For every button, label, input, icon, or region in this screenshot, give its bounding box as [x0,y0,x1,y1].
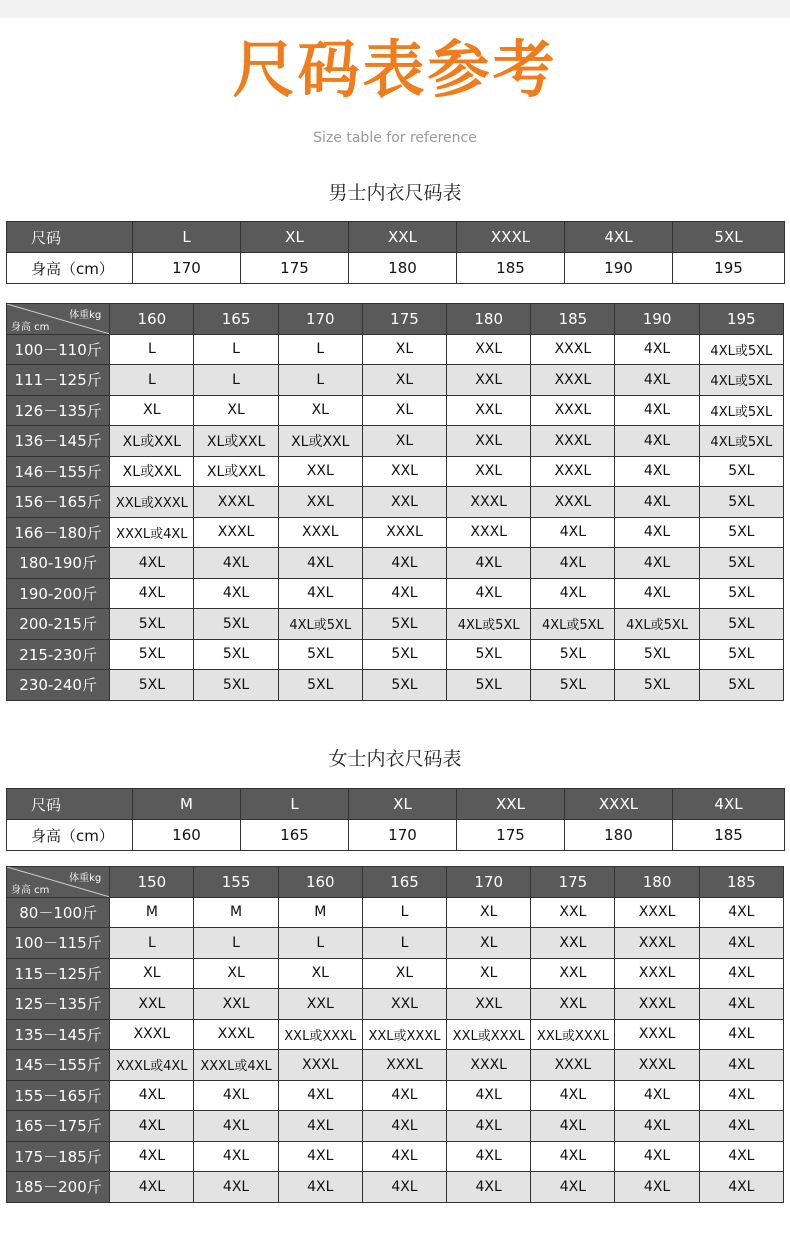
table-cell: 4XL [194,1172,278,1203]
men-grid-column-header: 195 [699,304,783,335]
men-size-grid [6,303,784,701]
table-cell: 4XL [110,1111,194,1142]
table-row [7,578,784,609]
table-cell: XXL或XXXL [531,1019,615,1050]
table-cell: 4XL [531,548,615,579]
table-cell: 4XL [447,1141,531,1172]
table-cell: XXL或XXXL [362,1019,446,1050]
table-cell: 4XL [362,548,446,579]
women-size-cell: L [241,789,349,820]
page-title: 尺码表参考 [232,33,558,106]
table-row [7,1080,784,1111]
table-cell: XXXL [531,334,615,365]
table-row [7,395,784,426]
table-cell: 4XL [110,1080,194,1111]
table-row [7,1141,784,1172]
men-size-cell: XXL [349,222,457,253]
table-cell: 4XL [362,1080,446,1111]
table-cell: 4XL [531,1080,615,1111]
table-cell: L [362,928,446,959]
table-cell: XXL [447,426,531,457]
table-cell: 4XL [110,548,194,579]
table-cell: XL [110,958,194,989]
table-cell: 4XL [615,365,699,396]
women-height-label: 身高（cm） [7,820,133,851]
women-grid-column-header: 180 [615,867,699,898]
table-cell: L [278,928,362,959]
table-cell: XL [362,426,446,457]
men-height-label: 身高（cm） [7,253,133,284]
table-cell: 5XL [447,670,531,701]
table-cell: 5XL [699,639,783,670]
table-cell: XXXL [531,426,615,457]
table-cell: XXXL [362,517,446,548]
table-cell: 5XL [699,670,783,701]
women-height-cell: 180 [565,820,673,851]
table-cell: XXXL [194,487,278,518]
table-cell: 4XL [699,1111,783,1142]
table-cell: 5XL [447,639,531,670]
men-size-cell: XXXL [457,222,565,253]
women-grid-row-header: 155－165斤 [7,1080,110,1111]
table-row [7,517,784,548]
table-cell: 4XL [531,1111,615,1142]
table-cell: XXXL [615,1019,699,1050]
table-cell: 4XL [699,897,783,928]
table-cell: XXL [194,989,278,1020]
men-height-cell: 175 [241,253,349,284]
table-cell: 4XL [362,1172,446,1203]
table-cell: XXXL [447,1050,531,1081]
table-cell: 5XL [194,639,278,670]
table-cell: 4XL [615,395,699,426]
table-cell: XXL [531,897,615,928]
men-size-table [6,221,785,284]
table-cell: 5XL [278,670,362,701]
table-cell: XXL [362,487,446,518]
table-cell: XXL或XXXL [447,1019,531,1050]
table-cell: 5XL [615,670,699,701]
table-cell: XXXL或4XL [194,1050,278,1081]
men-height-row [7,253,785,284]
table-cell: 5XL [699,548,783,579]
table-cell: XXL [447,456,531,487]
table-cell: 4XL [110,1141,194,1172]
table-row [7,670,784,701]
table-cell: XXXL [362,1050,446,1081]
table-cell: XXL [447,334,531,365]
table-cell: 4XL [699,928,783,959]
table-row [7,1172,784,1203]
table-cell: 4XL或5XL [278,609,362,640]
women-grid-column-header: 155 [194,867,278,898]
men-size-row [7,222,785,253]
women-height-cell: 165 [241,820,349,851]
women-size-cell: 4XL [673,789,785,820]
table-cell: 4XL [699,958,783,989]
table-cell: XL或XXL [110,426,194,457]
men-grid-column-header: 175 [362,304,446,335]
table-cell: 4XL [278,548,362,579]
table-cell: XL [194,958,278,989]
corner-weight-label: 体重kg [69,873,102,884]
table-cell: 4XL [699,989,783,1020]
men-grid-corner [7,304,110,335]
table-cell: XXXL或4XL [110,517,194,548]
table-cell: 4XL [699,1019,783,1050]
table-cell: 4XL或5XL [699,365,783,396]
table-cell: 4XL [110,578,194,609]
men-grid-row-header: 111－125斤 [7,365,110,396]
table-cell: XL [278,395,362,426]
table-cell: 4XL [615,517,699,548]
women-grid-column-header: 165 [362,867,446,898]
table-cell: 5XL [362,609,446,640]
table-cell: 5XL [110,670,194,701]
corner-height-label: 身高 cm [11,884,50,896]
table-cell: XXXL [194,1019,278,1050]
table-cell: 4XL [278,1080,362,1111]
table-row [7,639,784,670]
table-cell: L [194,365,278,396]
table-cell: XXL [362,456,446,487]
table-cell: XL [362,395,446,426]
table-cell: XXXL [531,456,615,487]
women-grid-row-header: 175－185斤 [7,1141,110,1172]
table-cell: 4XL [615,1141,699,1172]
table-cell: 5XL [362,670,446,701]
table-cell: XXXL [615,897,699,928]
women-size-cell: XXL [457,789,565,820]
table-cell: 5XL [110,639,194,670]
table-cell: 4XL [447,1080,531,1111]
table-cell: 5XL [362,639,446,670]
table-cell: L [278,334,362,365]
table-cell: 4XL [278,578,362,609]
men-grid-column-header: 165 [194,304,278,335]
table-cell: XL [278,958,362,989]
men-height-cell: 170 [133,253,241,284]
men-grid-row-header: 190-200斤 [7,578,110,609]
table-cell: 5XL [699,517,783,548]
table-cell: XXL [531,928,615,959]
table-cell: 4XL或5XL [615,609,699,640]
table-cell: 4XL [615,578,699,609]
table-cell: 4XL [278,1111,362,1142]
men-grid-row-header: 136－145斤 [7,426,110,457]
table-cell: XXXL或4XL [110,1050,194,1081]
men-grid-row-header: 180-190斤 [7,548,110,579]
women-size-grid [6,866,784,1203]
men-size-cell: 4XL [565,222,673,253]
women-grid-column-header: 160 [278,867,362,898]
table-cell: XXL [278,487,362,518]
table-cell: 5XL [531,639,615,670]
men-grid-header-row [7,304,784,335]
table-row [7,609,784,640]
table-cell: 4XL或5XL [699,395,783,426]
table-cell: 4XL [194,548,278,579]
women-size-cell: XL [349,789,457,820]
table-cell: 5XL [194,609,278,640]
women-size-cell: XXXL [565,789,673,820]
table-cell: 4XL [699,1172,783,1203]
women-height-cell: 160 [133,820,241,851]
men-grid-row-header: 156－165斤 [7,487,110,518]
table-row [7,548,784,579]
women-grid-row-header: 115－125斤 [7,958,110,989]
men-grid-row-header: 215-230斤 [7,639,110,670]
table-cell: 4XL或5XL [447,609,531,640]
table-cell: XL [110,395,194,426]
women-height-cell: 185 [673,820,785,851]
women-section-title: 女士内衣尺码表 [328,748,462,770]
table-cell: XXL或XXXL [278,1019,362,1050]
table-cell: 4XL [362,1111,446,1142]
table-cell: XXL或XXXL [110,487,194,518]
table-cell: 4XL [699,1050,783,1081]
table-cell: XXXL [531,395,615,426]
table-cell: XXL [447,365,531,396]
men-height-cell: 185 [457,253,565,284]
table-cell: XL [362,365,446,396]
table-cell: XXXL [531,487,615,518]
table-cell: L [110,928,194,959]
table-row [7,958,784,989]
table-cell: XXL [362,989,446,1020]
table-cell: 5XL [699,609,783,640]
women-grid-column-header: 150 [110,867,194,898]
table-cell: 4XL [615,456,699,487]
table-cell: 5XL [194,670,278,701]
table-cell: L [194,928,278,959]
women-grid-column-header: 170 [447,867,531,898]
table-cell: M [110,897,194,928]
table-row [7,456,784,487]
table-cell: XXL [278,456,362,487]
men-grid-row-header: 200-215斤 [7,609,110,640]
table-cell: 4XL [615,1172,699,1203]
table-cell: 4XL或5XL [531,609,615,640]
table-cell: XXXL [615,1050,699,1081]
table-cell: 4XL [194,1080,278,1111]
men-grid-row-header: 100－110斤 [7,334,110,365]
table-cell: 4XL [447,578,531,609]
men-grid-row-header: 166－180斤 [7,517,110,548]
table-row [7,928,784,959]
table-cell: XL [362,334,446,365]
table-row [7,487,784,518]
men-height-cell: 180 [349,253,457,284]
men-grid-column-header: 170 [278,304,362,335]
women-grid-row-header: 145－155斤 [7,1050,110,1081]
table-cell: 5XL [278,639,362,670]
men-size-cell: XL [241,222,349,253]
page-subtitle: Size table for reference [313,130,477,146]
table-cell: XXXL [615,989,699,1020]
men-size-label: 尺码 [7,222,133,253]
table-cell: 4XL [615,334,699,365]
table-cell: 4XL [194,578,278,609]
men-grid-row-header: 126－135斤 [7,395,110,426]
table-cell: 4XL [278,1141,362,1172]
women-grid-header-row [7,867,784,898]
table-cell: 4XL [699,1141,783,1172]
corner-height-label: 身高 cm [11,321,50,333]
table-cell: 4XL [615,426,699,457]
table-cell: 4XL [615,548,699,579]
table-cell: 4XL [531,517,615,548]
table-cell: XXXL [278,1050,362,1081]
table-cell: L [194,334,278,365]
top-strip [0,0,790,18]
table-cell: XXXL [278,517,362,548]
women-grid-row-header: 125－135斤 [7,989,110,1020]
women-grid-row-header: 185－200斤 [7,1172,110,1203]
table-cell: 4XL [362,578,446,609]
women-size-table [6,788,785,851]
table-cell: XXL [531,958,615,989]
table-cell: 4XL或5XL [699,334,783,365]
table-row [7,1111,784,1142]
women-grid-column-header: 175 [531,867,615,898]
table-cell: XXXL [531,1050,615,1081]
table-cell: 4XL [194,1141,278,1172]
table-cell: XXL [531,989,615,1020]
table-cell: XL或XXL [194,456,278,487]
table-cell: XL [362,958,446,989]
table-cell: 4XL [699,1080,783,1111]
men-height-cell: 190 [565,253,673,284]
table-cell: 4XL [615,1111,699,1142]
table-cell: 4XL [615,487,699,518]
table-cell: 5XL [110,609,194,640]
table-cell: XXXL [447,487,531,518]
table-cell: 4XL [531,578,615,609]
table-cell: XXXL [615,928,699,959]
men-size-cell: 5XL [673,222,785,253]
women-size-row [7,789,785,820]
table-cell: 4XL [110,1172,194,1203]
table-cell: XXL [110,989,194,1020]
table-cell: 5XL [699,456,783,487]
table-cell: 4XL [615,1080,699,1111]
table-cell: XL [447,958,531,989]
women-grid-row-header: 80－100斤 [7,897,110,928]
table-cell: XL [447,928,531,959]
men-grid-column-header: 160 [110,304,194,335]
table-cell: L [110,334,194,365]
women-grid-row-header: 135－145斤 [7,1019,110,1050]
women-size-cell: M [133,789,241,820]
table-cell: 4XL [531,1141,615,1172]
table-cell: XL [194,395,278,426]
corner-weight-label: 体重kg [69,310,102,321]
table-cell: 4XL [447,548,531,579]
table-cell: 4XL [194,1111,278,1142]
table-cell: 5XL [699,578,783,609]
table-cell: XL或XXL [110,456,194,487]
men-height-cell: 195 [673,253,785,284]
table-cell: L [110,365,194,396]
women-grid-row-header: 100－115斤 [7,928,110,959]
men-size-cell: L [133,222,241,253]
table-cell: XXXL [110,1019,194,1050]
table-cell: 4XL [278,1172,362,1203]
women-height-cell: 170 [349,820,457,851]
table-cell: 4XL或5XL [699,426,783,457]
table-row [7,989,784,1020]
women-height-row [7,820,785,851]
table-cell: 4XL [447,1111,531,1142]
women-grid-corner [7,867,110,898]
table-row [7,334,784,365]
table-cell: XXL [447,989,531,1020]
women-grid-row-header: 165－175斤 [7,1111,110,1142]
men-grid-column-header: 180 [447,304,531,335]
men-section-title: 男士内衣尺码表 [328,182,462,204]
men-grid-column-header: 185 [531,304,615,335]
table-row [7,1019,784,1050]
table-cell: XXXL [447,517,531,548]
table-cell: L [362,897,446,928]
table-cell: XXXL [194,517,278,548]
table-cell: XXXL [531,365,615,396]
table-cell: 5XL [699,487,783,518]
table-cell: XXL [447,395,531,426]
table-cell: 5XL [531,670,615,701]
table-cell: 4XL [447,1172,531,1203]
table-cell: XXXL [615,958,699,989]
women-size-label: 尺码 [7,789,133,820]
men-grid-column-header: 190 [615,304,699,335]
table-cell: XXL [278,989,362,1020]
table-row [7,1050,784,1081]
men-grid-row-header: 146－155斤 [7,456,110,487]
table-cell: XL [447,897,531,928]
table-cell: M [194,897,278,928]
men-grid-row-header: 230-240斤 [7,670,110,701]
table-cell: 5XL [615,639,699,670]
table-cell: 4XL [531,1172,615,1203]
table-cell: M [278,897,362,928]
table-row [7,365,784,396]
table-cell: XL或XXL [278,426,362,457]
table-cell: 4XL [362,1141,446,1172]
table-row [7,426,784,457]
table-cell: XL或XXL [194,426,278,457]
table-row [7,897,784,928]
women-grid-column-header: 185 [699,867,783,898]
women-height-cell: 175 [457,820,565,851]
table-cell: L [278,365,362,396]
